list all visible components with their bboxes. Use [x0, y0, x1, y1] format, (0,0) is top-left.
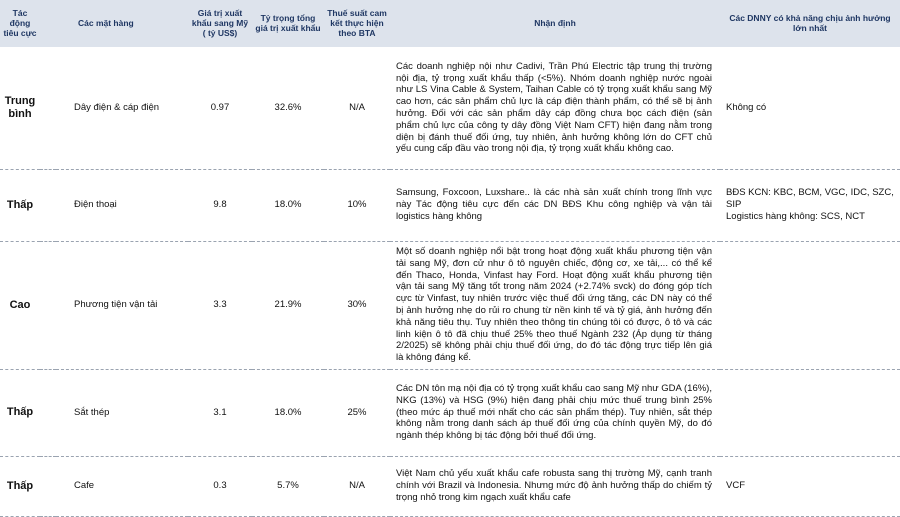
export-value: 0.97 — [188, 47, 252, 169]
header-impact: Tác động tiêu cực — [0, 0, 40, 47]
assessment-text: Các doanh nghiệp nội như Cadivi, Trần Phú Electric tập trung thị trường nội địa, tỷ trọng xuất khẩu thấp (<5%). Nhóm doanh nghiệp nước ngoài như LS Vina Cable & System, Taihan Cable có tỷ trọng xuất khẩu sang Mỹ cao hơn, các sản phẩm chủ lực là cáp điện thành phẩm, có thể sẽ bị ảnh hưởng. Đối với các sản phẩm dây cáp đồng chưa bọc cách điện (sản phẩm chủ lực của công ty dây đồng Việt Nam CFT) hiện đang nằm trong diện bị đánh thuế đối ứng, tuy nhiên, ảnh hưởng không lớn do CFT chủ yếu cung cấp đầu vào trong nội địa, tỷ trọng xuất khẩu không cao. — [390, 47, 720, 169]
export-share: 18.0% — [252, 169, 324, 241]
affected-companies — [720, 369, 900, 456]
affected-companies: BĐS KCN: KBC, BCM, VGC, IDC, SZC, SIP Logistics hàng không: SCS, NCT — [720, 169, 900, 241]
item-name: Cafe — [56, 456, 188, 516]
impact-level: Thấp — [0, 369, 40, 456]
impact-color-bar — [40, 369, 56, 456]
header-assessment: Nhận định — [390, 0, 720, 47]
header-item: Các mặt hàng — [56, 0, 188, 47]
impact-color-bar — [40, 169, 56, 241]
bta-tax-rate: N/A — [324, 47, 390, 169]
export-value: 9.8 — [188, 169, 252, 241]
assessment-text: Samsung, Foxcoon, Luxshare.. là các nhà sản xuất chính trong lĩnh vực này Tác động tiêu cực đến các DN BĐS Khu công nghiệp và vận tải logistics hàng không — [390, 169, 720, 241]
impact-color-bar — [40, 47, 56, 169]
item-name: Sắt thép — [56, 369, 188, 456]
table-row — [0, 169, 900, 241]
assessment-text: Các DN tôn mạ nội địa có tỷ trọng xuất khẩu cao sang Mỹ như GDA (16%), NKG (13%) và HSG (9%) hiện đang phải chịu mức thuế trung bình 25% (theo mức áp thuế mới nhất cho các sản phẩm thép). Tuy nhiên, sắt thép không nằm trong danh sách áp thuế đối ứng của chính quyền Mỹ, do đó ngành thép không bị tác động bởi thuế đối ứng. — [390, 369, 720, 456]
export-value: 3.1 — [188, 369, 252, 456]
header-affected: Các DNNY có khả năng chịu ảnh hưởng lớn nhất — [720, 0, 900, 47]
bta-tax-rate: 25% — [324, 369, 390, 456]
assessment-text: Việt Nam chủ yếu xuất khẩu cafe robusta sang thị trường Mỹ, cạnh tranh chính với Brazil và Indonesia. Nhưng mức độ ảnh hưởng thấp do chiếm tỷ trọng nhỏ trong kim ngạch xuất khẩu cafe — [390, 456, 720, 516]
bta-tax-rate: N/A — [324, 456, 390, 516]
assessment-text: Một số doanh nghiệp nổi bật trong hoạt động xuất khẩu phương tiện vận tải sang Mỹ, đơn cử như ô tô nguyên chiếc, động cơ, xe tải,... có thể kể đến Thaco, Honda, Vinfast hay Ford. Hoạt động xuất khẩu phương tiện vận tải sang Mỹ tăng tốt trong năm 2024 (+2.74% svck) do đóng góp tích cực từ Vinfast, tuy nhiên trước việc thuế đối ứng tăng, các DN này có thể bị ảnh hưởng nhẹ do rủi ro chung từ nền kinh tế và tỷ giá, ảnh hưởng đến khả năng tiêu thụ. Tuy nhiên theo thông tin chúng tôi có được, ô tô và các linh kiện ô tô đã chịu thuế 25% theo thuế Ngành 232 (Áp dụng từ tháng 2/2025) sẽ không phải chịu thuế đối ứng, do đó tác động trực tiếp lên giá là không đáng kể. — [390, 241, 720, 369]
item-name: Dây điện & cáp điện — [56, 47, 188, 169]
export-share: 5.7% — [252, 456, 324, 516]
export-share: 21.9% — [252, 241, 324, 369]
affected-companies: Không có — [720, 47, 900, 169]
impact-color-bar — [40, 241, 56, 369]
table-row — [0, 456, 900, 516]
table-row — [0, 241, 900, 369]
impact-level: Thấp — [0, 169, 40, 241]
export-value: 3.3 — [188, 241, 252, 369]
export-share: 32.6% — [252, 47, 324, 169]
header-share: Tỷ trọng tổng giá trị xuất khẩu — [252, 0, 324, 47]
item-name: Điện thoại — [56, 169, 188, 241]
export-share: 18.0% — [252, 369, 324, 456]
impact-level: Thấp — [0, 456, 40, 516]
affected-companies — [720, 241, 900, 369]
export-value: 0.3 — [188, 456, 252, 516]
table-header-row — [0, 0, 900, 47]
item-name: Phương tiện vận tải — [56, 241, 188, 369]
impact-level: Trung bình — [0, 47, 40, 169]
table-row — [0, 47, 900, 169]
impact-level: Cao — [0, 241, 40, 369]
header-export-value: Giá trị xuất khẩu sang Mỹ ( tỷ US$) — [188, 0, 252, 47]
header-tax: Thuế suất cam kết thực hiện theo BTA — [324, 0, 390, 47]
table-row — [0, 369, 900, 456]
bta-tax-rate: 10% — [324, 169, 390, 241]
header-bar-spacer — [40, 0, 56, 47]
affected-companies: VCF — [720, 456, 900, 516]
bta-tax-rate: 30% — [324, 241, 390, 369]
impact-color-bar — [40, 456, 56, 516]
